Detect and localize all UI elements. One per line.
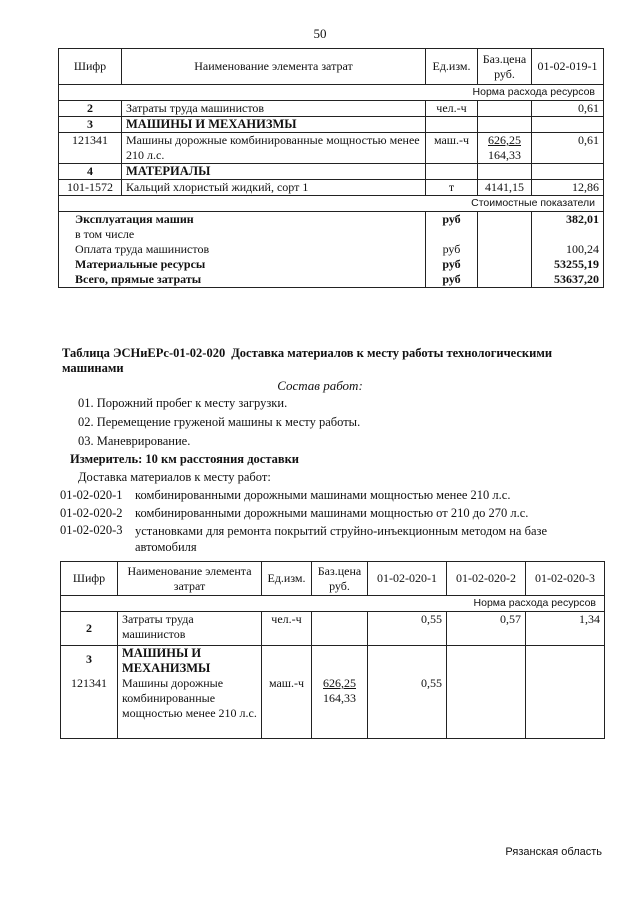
work-step: 03. Маневрирование. bbox=[78, 434, 191, 448]
row-code: 121341 bbox=[61, 676, 118, 738]
row-price bbox=[478, 133, 532, 164]
section-norm: Норма расхода ресурсов bbox=[59, 85, 604, 101]
row-code: 121341 bbox=[59, 133, 122, 164]
cost-price bbox=[478, 212, 532, 228]
row-price bbox=[478, 164, 532, 180]
cost-value: 382,01 bbox=[532, 212, 604, 228]
header-code: Шифр bbox=[61, 562, 118, 596]
item-text: комбинированными дорожными машинами мощностью менее 210 л.с. bbox=[135, 488, 511, 502]
row-price bbox=[478, 117, 532, 133]
table-row bbox=[61, 612, 605, 646]
table-row bbox=[61, 676, 605, 738]
row-name: МАШИНЫ И МЕХАНИЗМЫ bbox=[122, 117, 426, 133]
row-unit bbox=[426, 164, 478, 180]
work-composition-heading: Состав работ: bbox=[277, 378, 363, 393]
row-name: Затраты труда машинистов bbox=[122, 101, 426, 117]
row-value bbox=[447, 646, 526, 677]
cost-row bbox=[59, 212, 604, 228]
row-value: 0,61 bbox=[532, 133, 604, 164]
table-row bbox=[59, 133, 604, 164]
header-price bbox=[478, 49, 532, 85]
row-value: 0,55 bbox=[368, 612, 447, 646]
header-price: Баз.цена руб. bbox=[312, 562, 368, 596]
row-value: 12,86 bbox=[532, 180, 604, 196]
row-price bbox=[312, 676, 368, 738]
price-bottom: 164,33 bbox=[323, 691, 356, 705]
table-title bbox=[62, 346, 602, 376]
cost-value: 53255,19 bbox=[532, 257, 604, 272]
row-value bbox=[368, 646, 447, 677]
table-header-row bbox=[61, 562, 605, 596]
cost-price bbox=[478, 242, 532, 257]
row-value bbox=[532, 164, 604, 180]
header-name: Наименование элемента затрат bbox=[122, 49, 426, 85]
row-value bbox=[526, 646, 605, 677]
table-title-code: Таблица ЭСНиЕРс-01-02-020 bbox=[62, 346, 226, 360]
header-name: Наименование элемента затрат bbox=[118, 562, 262, 596]
header-code: Шифр bbox=[59, 49, 122, 85]
item-code: 01-02-020-2 bbox=[60, 506, 123, 520]
header-unit: Ед.изм. bbox=[426, 49, 478, 85]
row-value: 0,55 bbox=[368, 676, 447, 738]
row-code: 2 bbox=[61, 612, 118, 646]
header-column-code: 01-02-020-2 bbox=[447, 562, 526, 596]
header-unit: Ед.изм. bbox=[262, 562, 312, 596]
item-text: комбинированными дорожными машинами мощностью от 210 до 270 л.с. bbox=[135, 506, 529, 520]
row-price bbox=[478, 101, 532, 117]
table-row bbox=[59, 180, 604, 196]
cost-value: 53637,20 bbox=[532, 272, 604, 288]
cost-row bbox=[59, 242, 604, 257]
cost-unit bbox=[426, 227, 478, 242]
section-cost: Стоимостные показатели bbox=[59, 196, 604, 212]
price-bottom: 164,33 bbox=[488, 148, 521, 162]
row-unit: чел.-ч bbox=[262, 612, 312, 646]
cost-name: Оплата труда машинистов bbox=[59, 242, 426, 257]
header-column-code: 01-02-020-1 bbox=[368, 562, 447, 596]
cost-row bbox=[59, 272, 604, 288]
row-value: 1,34 bbox=[526, 612, 605, 646]
row-name: Машины дорожные комбинированные мощностью менее 210 л.с. bbox=[122, 133, 426, 164]
header-column-code: 01-02-020-3 bbox=[526, 562, 605, 596]
table-header-row bbox=[59, 49, 604, 85]
section-norm: Норма расхода ресурсов bbox=[61, 596, 605, 612]
row-code: 3 bbox=[61, 646, 118, 677]
header-column-code: 01-02-019-1 bbox=[532, 49, 604, 85]
delivery-intro: Доставка материалов к месту работ: bbox=[78, 470, 271, 484]
item-text: установками для ремонта покрытий струйно-инъекционным методом на базе автомобиля bbox=[135, 524, 547, 554]
row-value bbox=[447, 676, 526, 738]
row-name: МАТЕРИАЛЫ bbox=[122, 164, 426, 180]
page-number: 50 bbox=[313, 26, 327, 41]
row-unit bbox=[426, 117, 478, 133]
row-value: 0,61 bbox=[532, 101, 604, 117]
cost-unit: руб bbox=[426, 257, 478, 272]
work-step: 02. Перемещение груженой машины к месту работы. bbox=[78, 415, 361, 429]
footer-region: Рязанская область bbox=[505, 846, 602, 858]
row-unit bbox=[262, 646, 312, 677]
row-name: Затраты труда машинистов bbox=[118, 612, 262, 646]
cost-value bbox=[532, 227, 604, 242]
row-value bbox=[526, 676, 605, 738]
table-row bbox=[59, 117, 604, 133]
row-name: Кальций хлористый жидкий, сорт 1 bbox=[122, 180, 426, 196]
row-code: 4 bbox=[59, 164, 122, 180]
resource-table-019 bbox=[58, 48, 604, 288]
table-title-text: Доставка материалов к месту работы технологическими машинами bbox=[62, 346, 553, 375]
row-code: 3 bbox=[59, 117, 122, 133]
resource-table-020 bbox=[60, 561, 605, 739]
table-row bbox=[59, 101, 604, 117]
row-value: 0,57 bbox=[447, 612, 526, 646]
cost-price bbox=[478, 272, 532, 288]
price-top: 626,25 bbox=[323, 676, 356, 690]
header-price-line2: руб. bbox=[494, 66, 515, 81]
row-value bbox=[532, 117, 604, 133]
row-code: 2 bbox=[59, 101, 122, 117]
cost-name: Эксплуатация машин bbox=[59, 212, 426, 228]
cost-price bbox=[478, 227, 532, 242]
price-top: 626,25 bbox=[488, 133, 521, 147]
cost-name: в том числе bbox=[59, 227, 426, 242]
measurer: Измеритель: 10 км расстояния доставки bbox=[70, 452, 300, 466]
cost-name: Всего, прямые затраты bbox=[59, 272, 426, 288]
cost-unit: руб bbox=[426, 272, 478, 288]
item-code: 01-02-020-3 bbox=[60, 523, 123, 537]
cost-unit: руб bbox=[426, 242, 478, 257]
header-price-line1: Баз.цена bbox=[482, 51, 527, 66]
row-price bbox=[312, 612, 368, 646]
table-row bbox=[61, 646, 605, 677]
item-code: 01-02-020-1 bbox=[60, 488, 123, 502]
cost-price bbox=[478, 257, 532, 272]
work-step: 01. Порожний пробег к месту загрузки. bbox=[78, 396, 288, 410]
cost-row bbox=[59, 257, 604, 272]
row-unit: маш.-ч bbox=[426, 133, 478, 164]
row-name: Машины дорожные комбинированные мощностью менее 210 л.с. bbox=[118, 676, 262, 738]
row-code: 101-1572 bbox=[59, 180, 122, 196]
row-name: МАШИНЫ И МЕХАНИЗМЫ bbox=[118, 646, 262, 677]
row-unit: чел.-ч bbox=[426, 101, 478, 117]
row-price bbox=[312, 646, 368, 677]
row-unit: т bbox=[426, 180, 478, 196]
row-unit: маш.-ч bbox=[262, 676, 312, 738]
table-row bbox=[59, 164, 604, 180]
cost-unit: руб bbox=[426, 212, 478, 228]
row-price: 4141,15 bbox=[478, 180, 532, 196]
cost-value: 100,24 bbox=[532, 242, 604, 257]
cost-name: Материальные ресурсы bbox=[59, 257, 426, 272]
cost-row bbox=[59, 227, 604, 242]
